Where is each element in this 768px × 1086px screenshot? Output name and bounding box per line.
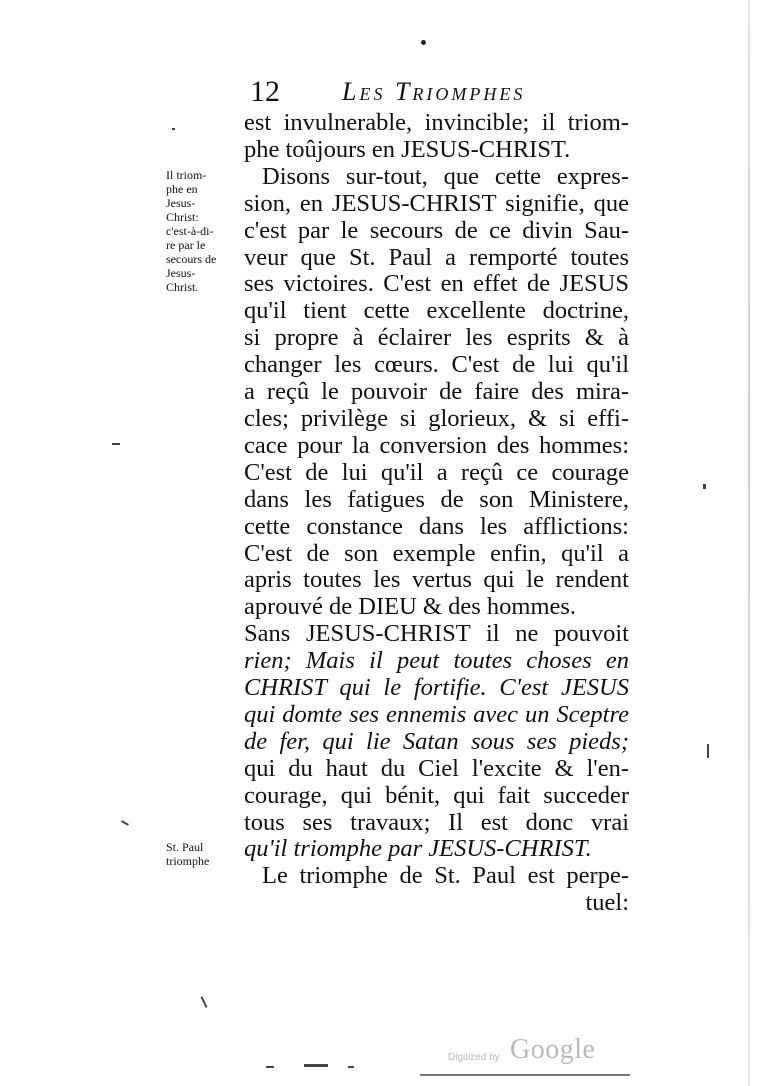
catchword: tuel: [585,889,629,917]
digitized-watermark [448,1036,618,1070]
margin-note-line: Il triom- [166,168,207,182]
text-line: ses victoires. C'est en effet de JESUS [244,270,629,298]
body-text [244,110,629,917]
text-line: c'est par le secours de ce divin Sau- [244,216,629,244]
running-title: Les Triomphes [342,77,526,106]
scan-mark [112,443,120,445]
margin-note-line: secours de [166,252,217,266]
text-line: qui du haut du Ciel l'excite & l'en- [244,754,629,782]
margin-note-line: Jesus- [166,266,196,280]
text-line: Disons sur-tout, que cette expres- [262,162,629,190]
text-line: apris toutes les vertus qui le rendent [244,566,629,594]
text-line: est invulnerable, invincible; il triom- [244,109,629,136]
text-line: rien; Mais il peut toutes choses en [244,647,629,675]
text-line: CHRIST qui le fortifie. C'est JESUS [244,674,629,702]
text-line: dans les fatigues de son Ministere, [244,485,629,513]
text-line: Le triomphe de St. Paul est perpe- [262,862,629,890]
text-line: cette constance dans les afflictions: [244,512,629,540]
margin-note-line: c'est-à-di- [166,224,214,238]
scan-mark [266,1066,274,1068]
margin-note-line: re par le [166,238,206,252]
text-line: qu'il triomphe par JESUS-CHRIST. [244,835,592,863]
scan-mark [172,128,175,130]
text-line: C'est de lui qu'il a reçû ce courage [244,458,629,486]
text-line: veur que St. Paul a remporté toutes [244,243,629,271]
scan-mark [348,1066,354,1068]
page-edge [748,0,750,1086]
scan-mark [703,484,706,489]
text-line: si propre à éclairer les esprits & à [244,324,629,352]
page-number: 12 [250,75,280,108]
text-line: de fer, qui lie Satan sous ses pieds; [244,727,629,755]
scan-mark [707,744,709,758]
text-line: changer les cœurs. C'est de lui qu'il [244,351,629,379]
scan-mark [420,1074,630,1076]
ink-speck [421,40,426,45]
text-line: courage, qui bénit, qui fait succeder [244,781,629,809]
scan-mark [304,1064,328,1067]
text-line: Sans JESUS-CHRIST il ne pouvoit [244,620,629,648]
margin-note-line: Christ: [166,210,199,224]
margin-note [166,840,244,868]
watermark-small: Digitized by [448,1052,500,1063]
text-line: qui domte ses ennemis avec un Sceptre [244,700,629,728]
text-line: a reçû le pouvoir de faire des mira- [244,378,629,406]
margin-note-line: phe en [166,182,198,196]
watermark-logo: Google [510,1034,596,1065]
scan-mark [121,820,129,826]
margin-note-line: Christ. [166,280,199,294]
running-header [250,72,580,112]
text-line: cace pour la conversion des hommes: [244,431,629,459]
text-line: qu'il tient cette excellente doctrine, [244,297,629,325]
text-line: C'est de son exemple enfin, qu'il a [244,539,629,567]
margin-note-line: triomphe [166,854,210,868]
margin-note-line: Jesus- [166,196,196,210]
margin-note [166,168,244,294]
text-line: aprouvé de DIEU & des hommes. [244,593,577,621]
margin-note-line: St. Paul [166,840,204,854]
text-line: phe toûjours en JESUS-CHRIST. [244,135,571,163]
text-line: tous ses travaux; Il est donc vrai [244,808,629,836]
text-line: cles; privilège si glorieux, & si effi- [244,404,629,432]
scan-mark [201,996,208,1008]
text-line: sion, en JESUS-CHRIST signifie, que [244,189,629,217]
